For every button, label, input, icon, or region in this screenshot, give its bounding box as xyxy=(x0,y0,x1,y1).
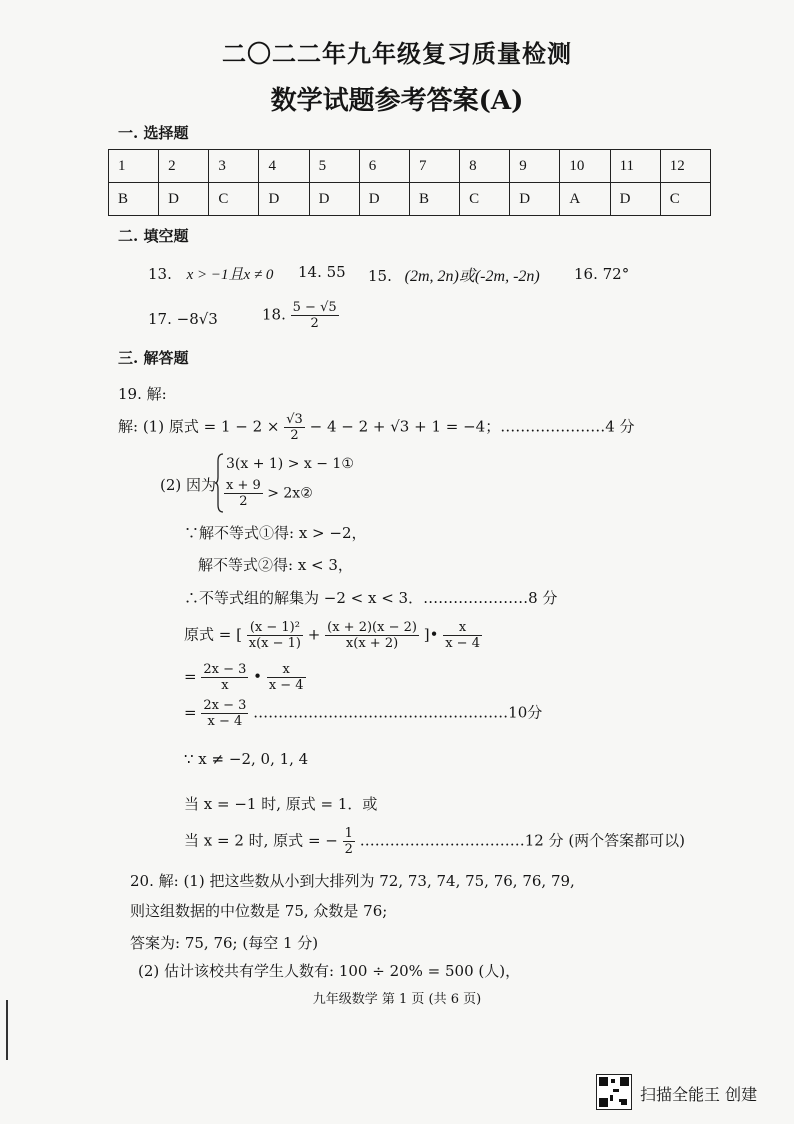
inequality-system-brace xyxy=(214,453,224,513)
q19-part1-prefix: 解: (1) 原式 = 1 − 2 × xyxy=(118,417,280,436)
simplify-step-2 xyxy=(184,662,306,693)
answer-13-number: 13. xyxy=(148,265,172,283)
qr-code-icon xyxy=(596,1074,632,1110)
step-2-prefix: = xyxy=(184,667,197,686)
inequality-2-solution: 解不等式②得: x < 3， xyxy=(198,556,353,574)
fraction-numerator: 5 − √5 xyxy=(292,300,337,315)
fraction-numerator: x xyxy=(443,620,482,636)
answer-cell: C xyxy=(660,183,710,216)
case-2-suffix: ……………………………12 分 (两个答案都可以) xyxy=(359,831,686,850)
answer-15 xyxy=(368,263,540,286)
section-multiple-choice-heading: 一. 选择题 xyxy=(118,124,189,142)
fraction-numerator: x xyxy=(267,662,306,678)
question-number-cell: 5 xyxy=(309,150,359,183)
step-3-prefix: = xyxy=(184,703,197,722)
answer-cell: D xyxy=(359,183,409,216)
section-fill-blank-heading: 二. 填空题 xyxy=(118,227,189,245)
answer-cell: D xyxy=(259,183,309,216)
step-3-suffix: ……………………………………………10分 xyxy=(253,703,543,722)
question-number-cell: 1 xyxy=(109,150,159,183)
fraction-denominator: x − 4 xyxy=(207,714,243,729)
q19-part1 xyxy=(118,412,635,443)
question-number-cell: 3 xyxy=(209,150,259,183)
answer-15-expression: (2m, 2n)或(-2m, -2n) xyxy=(404,268,540,285)
question-number-cell: 8 xyxy=(460,150,510,183)
fraction-numerator: (x + 2)(x − 2) xyxy=(327,620,417,635)
inequality-1-solution: ∵解不等式①得: x > −2， xyxy=(184,524,367,542)
solution-set: ∴不等式组的解集为 −2 < x < 3．…………………8 分 xyxy=(184,589,558,607)
step-2-fraction-b xyxy=(267,662,306,693)
question-20-line-2: 则这组数据的中位数是 75, 众数是 76; xyxy=(130,902,388,920)
answer-13-expression: x > −1且x ≠ 0 xyxy=(186,267,274,283)
inequality-1: 3(x + 1) > x − 1① xyxy=(226,456,354,472)
step-3-fraction xyxy=(201,698,248,729)
answer-13 xyxy=(148,263,273,284)
evaluation-case-2 xyxy=(184,826,685,857)
inequality-2 xyxy=(224,478,313,509)
question-number-cell: 9 xyxy=(510,150,560,183)
exam-title: 二〇二二年九年级复习质量检测 xyxy=(222,39,572,68)
simplify-step-1 xyxy=(184,620,482,651)
fraction-numerator: 2x − 3 xyxy=(203,662,247,677)
answer-cell: A xyxy=(560,183,610,216)
case-2-prefix: 当 x = 2 时, 原式 = − xyxy=(184,831,338,850)
answer-16: 16. 72° xyxy=(574,265,630,283)
answer-18-fraction xyxy=(291,300,339,331)
answer-table xyxy=(108,149,711,216)
fraction-numerator: (x − 1)² xyxy=(247,620,303,636)
answer-cell: D xyxy=(510,183,560,216)
fraction-denominator: x xyxy=(221,678,229,693)
question-20-line-4: (2) 估计该校共有学生人数有: 100 ÷ 20% = 500 (人)， xyxy=(138,962,521,980)
answer-cell: D xyxy=(309,183,359,216)
fraction-numerator: x + 9 xyxy=(226,478,261,493)
question-20-line-3: 答案为: 75, 76; (每空 1 分) xyxy=(130,934,319,952)
answer-18-number: 18. xyxy=(262,305,286,324)
page-footer: 九年级数学 第 1 页 (共 6 页) xyxy=(312,992,482,1007)
scanner-watermark: 扫描全能王 创建 xyxy=(640,1085,758,1104)
fraction-denominator: 2 xyxy=(344,842,353,857)
question-number-cell: 12 xyxy=(660,150,710,183)
fraction-denominator: x(x − 1) xyxy=(248,636,301,651)
plus-sign: + xyxy=(307,625,321,644)
question-number-cell: 6 xyxy=(359,150,409,183)
domain-condition: ∵ x ≠ −2, 0, 1, 4 xyxy=(184,750,309,768)
evaluation-case-1: 当 x = −1 时, 原式 = 1．或 xyxy=(184,795,378,813)
step-1-fraction-b xyxy=(325,620,419,651)
question-number-cell: 11 xyxy=(610,150,660,183)
fraction-numerator: 1 xyxy=(344,826,353,841)
answer-18 xyxy=(262,300,339,331)
multiply-dot: • xyxy=(253,667,263,686)
case-2-fraction xyxy=(343,826,355,857)
fraction-denominator: 2 xyxy=(290,428,299,443)
fraction-numerator: 2x − 3 xyxy=(203,698,247,713)
question-number-cell: 10 xyxy=(560,150,610,183)
answer-14: 14. 55 xyxy=(298,263,346,281)
document-title: 数学试题参考答案(A) xyxy=(270,86,524,116)
fraction-denominator: 2 xyxy=(239,494,248,509)
question-20-line-1: 20. 解: (1) 把这些数从小到大排列为 72, 73, 74, 75, 76, 76, 79, xyxy=(130,872,575,890)
question-number-cell: 2 xyxy=(159,150,209,183)
simplify-step-3 xyxy=(184,698,542,729)
q19-part1-fraction xyxy=(284,412,305,443)
answer-cell: D xyxy=(159,183,209,216)
answer-cell: C xyxy=(460,183,510,216)
scan-edge-mark xyxy=(6,1000,8,1060)
inequality-2-suffix: > 2x② xyxy=(267,485,313,502)
answer-cell: C xyxy=(209,183,259,216)
answer-cell: B xyxy=(109,183,159,216)
answer-cell: D xyxy=(610,183,660,216)
step-1-mid: ]• xyxy=(423,625,439,644)
step-1-fraction-a xyxy=(247,620,303,651)
step-1-prefix: 原式 = [ xyxy=(184,625,242,644)
fraction-denominator: x − 4 xyxy=(268,678,304,693)
fraction-denominator: 2 xyxy=(310,316,319,331)
fraction-numerator: √3 xyxy=(286,412,303,427)
q19-part2-prefix: (2) 因为 xyxy=(160,476,217,494)
q19-part1-suffix: − 4 − 2 + √3 + 1 = −4；…………………4 分 xyxy=(309,417,635,436)
answer-table-answer-row xyxy=(109,183,711,216)
answer-cell: B xyxy=(409,183,459,216)
fraction-denominator: x(x + 2) xyxy=(345,636,399,651)
inequality-2-fraction xyxy=(224,478,263,509)
question-number-cell: 4 xyxy=(259,150,309,183)
question-19-label: 19. 解: xyxy=(118,385,167,403)
question-number-cell: 7 xyxy=(409,150,459,183)
answer-table-number-row xyxy=(109,150,711,183)
fraction-denominator: x − 4 xyxy=(445,636,480,651)
section-solutions-heading: 三. 解答题 xyxy=(118,349,189,367)
step-1-fraction-c xyxy=(443,620,482,651)
answer-15-number: 15. xyxy=(368,267,392,285)
step-2-fraction-a xyxy=(201,662,248,693)
answer-17: 17. −8√3 xyxy=(148,310,218,328)
